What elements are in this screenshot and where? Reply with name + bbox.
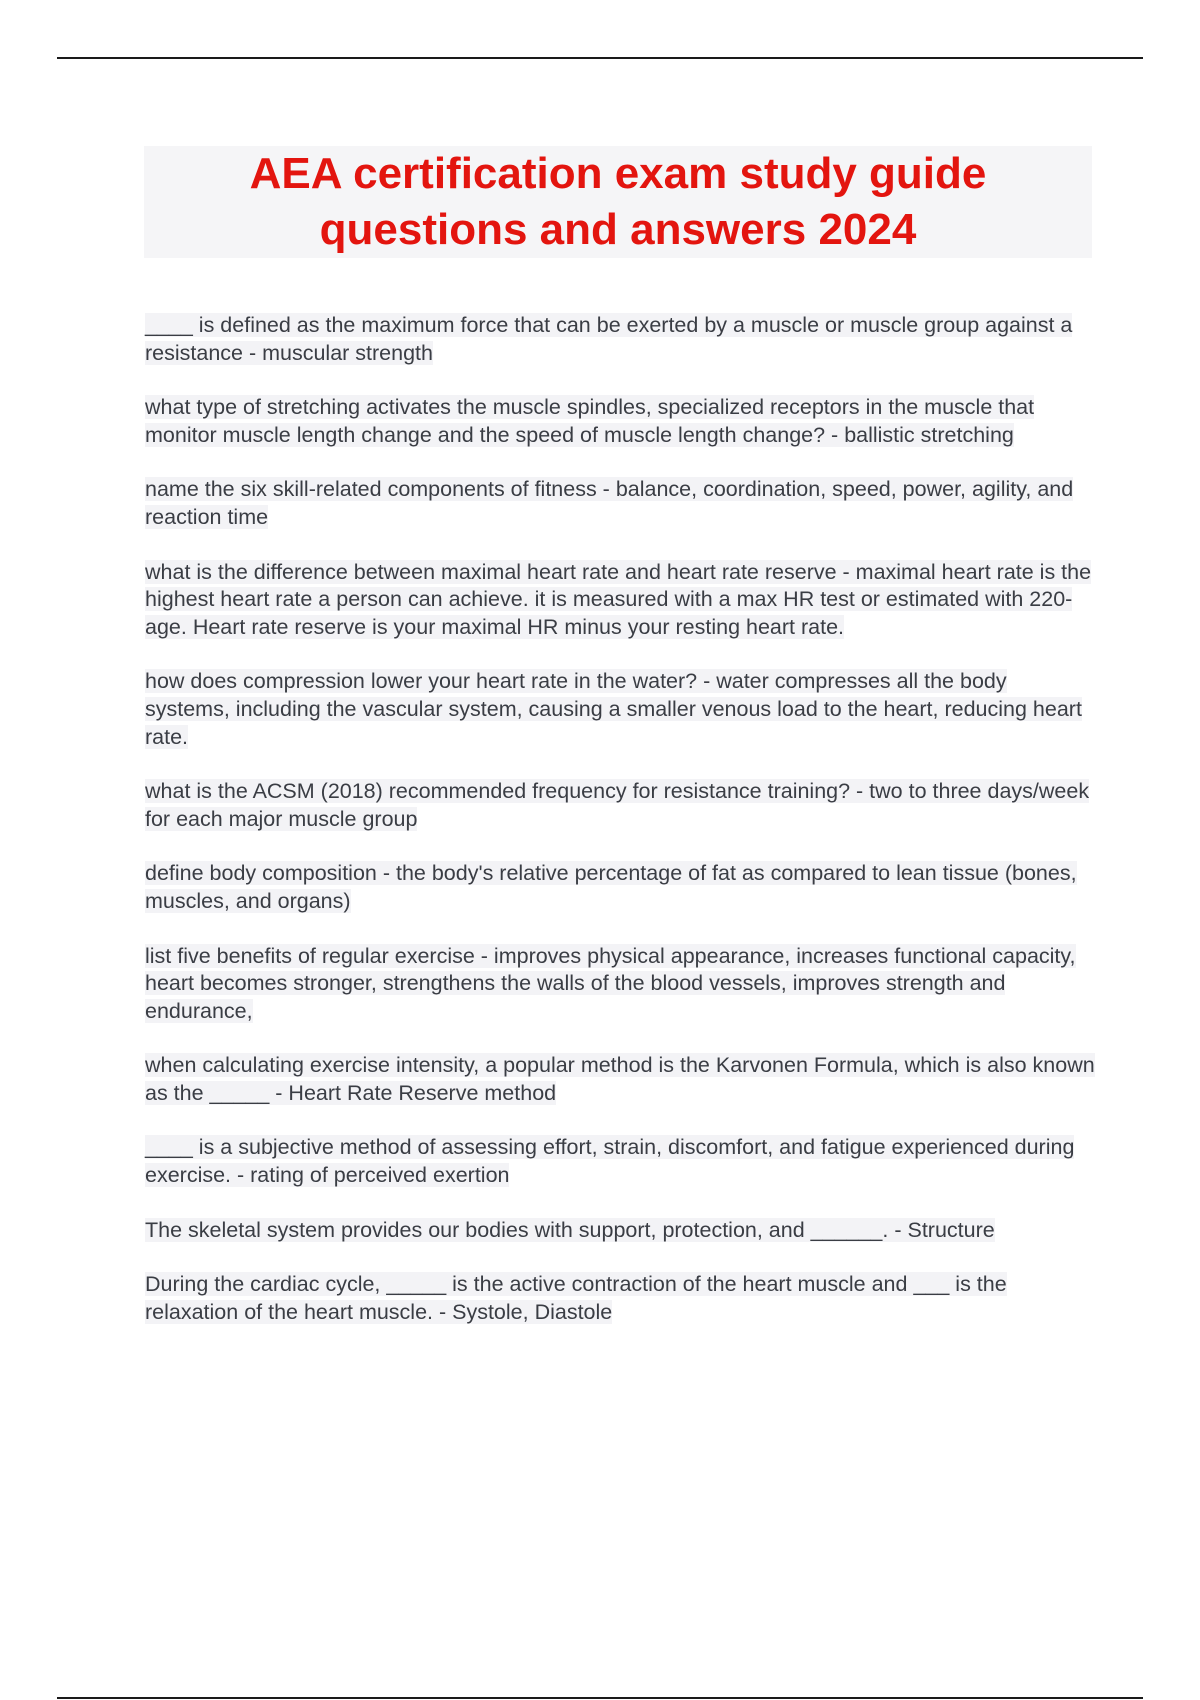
qa-text: The skeletal system provides our bodies with support, protection, and ______. - Structure — [145, 1217, 995, 1242]
qa-item-4 — [145, 559, 1095, 642]
header-rule — [57, 57, 1143, 59]
qa-item-3 — [145, 476, 1095, 531]
qa-item-1 — [145, 312, 1095, 367]
footer-rule — [57, 1697, 1143, 1699]
qa-item-10 — [145, 1134, 1095, 1189]
qa-text: ____ is a subjective method of assessing effort, strain, discomfort, and fatigue experienced during exercise. - rating of perceived exertion — [145, 1135, 1075, 1188]
qa-text: what is the ACSM (2018) recommended frequency for resistance training? - two to three days/week for each major muscle group — [145, 779, 1090, 831]
qa-list — [145, 312, 1095, 1353]
qa-text: define body composition - the body's relative percentage of fat as compared to lean tissue (bones, muscles, and organs) — [145, 861, 1077, 913]
qa-text: what type of stretching activates the muscle spindles, specialized receptors in the muscle that monitor muscle length change and the speed of muscle length change? - ballistic stretching — [145, 395, 1035, 447]
qa-text: ____ is defined as the maximum force that can be exerted by a muscle or muscle group against a resistance - muscular strength — [145, 313, 1073, 365]
qa-item-6 — [145, 778, 1095, 833]
qa-item-7 — [145, 860, 1095, 915]
qa-item-2 — [145, 394, 1095, 449]
qa-text: list five benefits of regular exercise - improves physical appearance, increases functional capacity, heart becomes stronger, strengthens the walls of the blood vessels, improves strength and endurance, — [145, 943, 1076, 1023]
qa-text: During the cardiac cycle, _____ is the active contraction of the heart muscle and ___ is the relaxation of the heart muscle. - Systole, Diastole — [145, 1272, 1007, 1324]
qa-item-5 — [145, 668, 1095, 751]
qa-item-11 — [145, 1217, 1095, 1245]
title-line-2: questions and answers 2024 — [319, 205, 917, 254]
qa-item-8 — [145, 943, 1095, 1026]
qa-text: what is the difference between maximal heart rate and heart rate reserve - maximal heart rate is the highest heart rate a person can achieve. it is measured with a max HR test or estimated with 220- age. Heart rate reserve is your maximal HR minus your resting heart rate. — [145, 559, 1092, 639]
qa-item-12 — [145, 1271, 1095, 1326]
qa-item-9 — [145, 1052, 1095, 1107]
document-title — [250, 146, 987, 258]
qa-text: when calculating exercise intensity, a popular method is the Karvonen Formula, which is also known as the _____ - Heart Rate Reserve method — [145, 1053, 1095, 1105]
qa-text: name the six skill-related components of fitness - balance, coordination, speed, power, agility, and reaction time — [145, 477, 1074, 529]
title-banner — [144, 146, 1092, 258]
title-line-1: AEA certification exam study guide — [249, 149, 987, 198]
qa-text: how does compression lower your heart rate in the water? - water compresses all the body systems, including the vascular system, causing a smaller venous load to the heart, reducing heart rate. — [145, 669, 1082, 749]
